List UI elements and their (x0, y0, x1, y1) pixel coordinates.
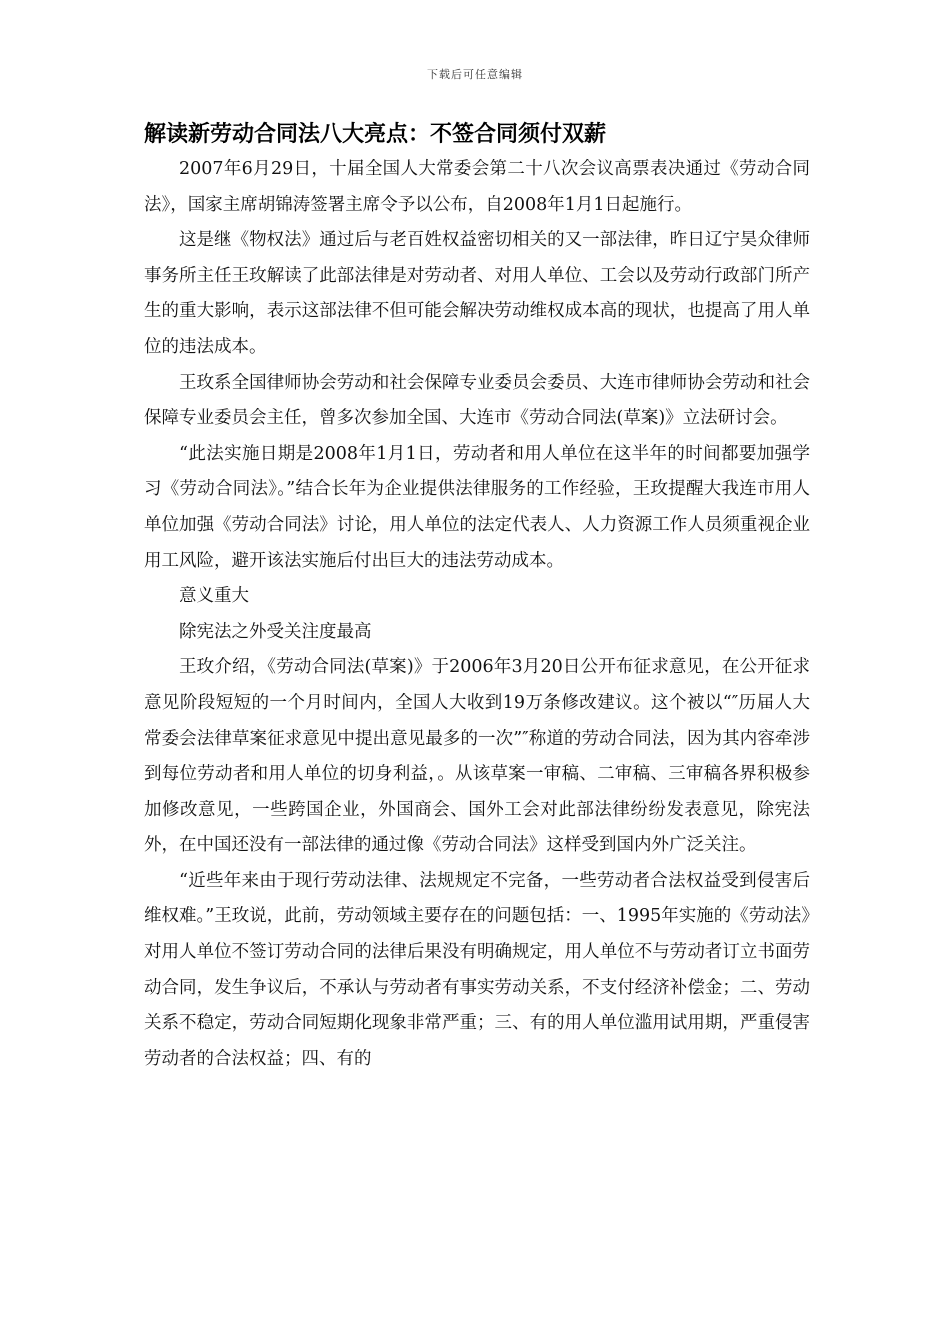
subheading-significance: 意义重大 (179, 586, 249, 607)
article-title: 解读新劳动合同法八大亮点：不签合同须付双薪 (144, 122, 607, 147)
subheading-attention: 除宪法之外受关注度最高 (179, 621, 372, 642)
paragraph-existing-problems: “近些年来由于现行劳动法律、法规规定不完备，一些劳动者合法权益受到侵害后维权难。”王玫说，此前，劳动领域主要存在的问题包括：一、1995年实施的《劳动法》对用人单位不签订劳动合同的法律后果没有明确规定，用人单位不与劳动者订立书面劳动合同，发生争议后，不承认与劳动者有事实劳动关系，不支付经济补偿金；二、劳动关系不稳定，劳动合同短期化现象非常严重；三、有的用人单位滥用试用期，严重侵害劳动者的合法权益；四、有的 (144, 870, 810, 1069)
article-body (144, 118, 810, 1077)
paragraph-intro: 2007年6月29日，十届全国人大常委会第二十八次会议高票表决通过《劳动合同法》，国家主席胡锦涛签署主席令予以公布，自2008年1月1日起施行。 (144, 159, 810, 215)
paragraph-quote-implementation: “此法实施日期是2008年1月1日，劳动者和用人单位在这半年的时间都要加强学习《劳动合同法》。”结合长年为企业提供法律服务的工作经验，王玫提醒大我连市用人单位加强《劳动合同法》讨论，用人单位的法定代表人、人力资源工作人员须重视企业用工风险，避开该法实施后付出巨大的违法劳动成本。 (144, 443, 810, 571)
paragraph-background: 这是继《物权法》通过后与老百姓权益密切相关的又一部法律，昨日辽宁昊众律师事务所主任王玫解读了此部法律是对劳动者、对用人单位、工会以及劳动行政部门所产生的重大影响，表示这部法律不但可能会解决劳动维权成本高的现状，也提高了用人单位的违法成本。 (144, 230, 810, 357)
paragraph-draft-history: 王玫介绍，《劳动合同法(草案)》于2006年3月20日公开布征求意见，在公开征求意见阶段短短的一个月时间内，全国人大收到19万条修改建议。这个被以“″历届人大常委会法律草案征求意见中提出意见最多的一次”″称道的劳动合同法，因为其内容牵涉到每位劳动者和用人单位的切身利益，。从该草案一审稿、二审稿、三审稿各界积极参加修改意见，一些跨国企业，外国商会、国外工会对此部法律纷纷发表意见，除宪法外，在中国还没有一部法律的通过像《劳动合同法》这样受到国内外广泛关注。 (144, 657, 810, 856)
page-header-note: 下载后可任意编辑 (427, 68, 523, 81)
paragraph-lawyer-profile: 王玫系全国律师协会劳动和社会保障专业委员会委员、大连市律师协会劳动和社会保障专业委员会主任，曾多次参加全国、大连市《劳动合同法(草案)》立法研讨会。 (144, 372, 810, 429)
